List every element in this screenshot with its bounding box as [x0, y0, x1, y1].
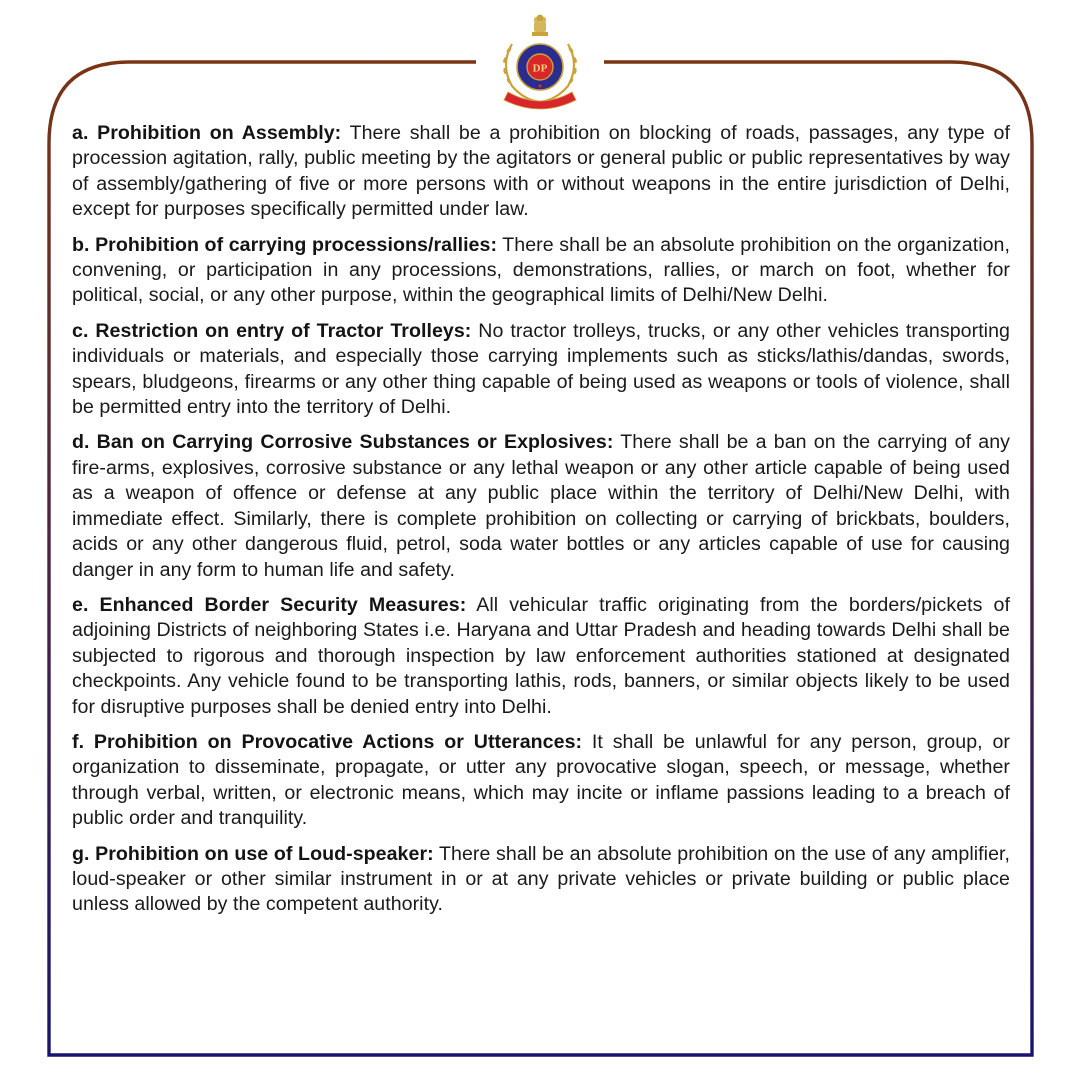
clause-heading: c. Restriction on entry of Tractor Trolleys:	[72, 319, 472, 342]
clause-heading: b. Prohibition of carrying processions/rallies:	[72, 233, 498, 256]
lion-capital-icon	[532, 15, 548, 36]
clause-g	[72, 842, 1010, 918]
clause-d	[72, 430, 1010, 582]
logo-ribbon	[504, 92, 576, 109]
clause-f	[72, 730, 1010, 832]
clause-body: It shall be unlawful for any person, group, or organization to disseminate, propagate, or utter any provocative slogan, speech, or message, whether through verbal, written, or electronic means, which may incite or inflame passions leading to a breach of public order and tranquility.	[72, 730, 1010, 830]
order-content	[72, 121, 1010, 928]
clause-body: There shall be a ban on the carrying of any fire-arms, explosives, corrosive substance or any lethal weapon or any other article capable of being used as a weapon of offence or defense at any public place within the territory of Delhi/New Delhi, with immediate effect. Similarly, there is complete prohibition on collecting or carrying of brickbats, boulders, acids or any other dangerous fluid, petrol, soda water bottles or any articles capable of use for causing danger in any form to human life and safety.	[72, 431, 1010, 581]
clause-body: No tractor trolleys, trucks, or any other vehicles transporting individuals or materials, and especially those carrying implements such as sticks/lathis/dandas, swords, spears, bludgeons, firearms or any other thing capable of being used as weapons or tools of violence, shall be permitted entry into the territory of Delhi.	[72, 319, 1010, 419]
clause-heading: a. Prohibition on Assembly:	[72, 122, 342, 144]
clause-heading: f. Prohibition on Provocative Actions or Utterances:	[72, 730, 583, 753]
clause-heading: g. Prohibition on use of Loud-speaker:	[72, 842, 434, 865]
clause-heading: e. Enhanced Border Security Measures:	[72, 593, 467, 616]
clause-a	[72, 121, 1010, 223]
delhi-police-emblem-icon	[490, 10, 590, 114]
logo-monogram: DP	[532, 62, 548, 75]
clause-b	[72, 233, 1010, 309]
clause-body: All vehicular traffic originating from the borders/pickets of adjoining Districts of neighboring States i.e. Haryana and Uttar Pradesh and heading towards Delhi shall be subjected to rigorous and thorough inspection by law enforcement authorities stationed at designated checkpoints. Any vehicle found to be transporting lathis, rods, banners, or similar objects likely to be used for disruptive purposes shall be denied entry into Delhi.	[72, 593, 1010, 718]
clause-body: There shall be an absolute prohibition on the organization, convening, or participation in any processions, demonstrations, rallies, or march on foot, whether for political, social, or any other purpose, within the geographical limits of Delhi/New Delhi.	[72, 233, 1010, 307]
clause-body: There shall be a prohibition on blocking of roads, passages, any type of procession agitation, rally, public meeting by the agitators or general public or public representatives by way of assembly/gathering of five or more persons with or without weapons in the entire jurisdiction of Delhi, except for purposes specifically permitted under law.	[72, 122, 1010, 221]
clause-c	[72, 319, 1010, 421]
clause-body: There shall be an absolute prohibition on the use of any amplifier, loud-speaker or other similar instrument in or at any private vehicles or private building or public place unless allowed by the competent authority.	[72, 842, 1011, 916]
clause-e	[72, 593, 1010, 720]
clause-heading: d. Ban on Carrying Corrosive Substances or Explosives:	[72, 431, 614, 454]
